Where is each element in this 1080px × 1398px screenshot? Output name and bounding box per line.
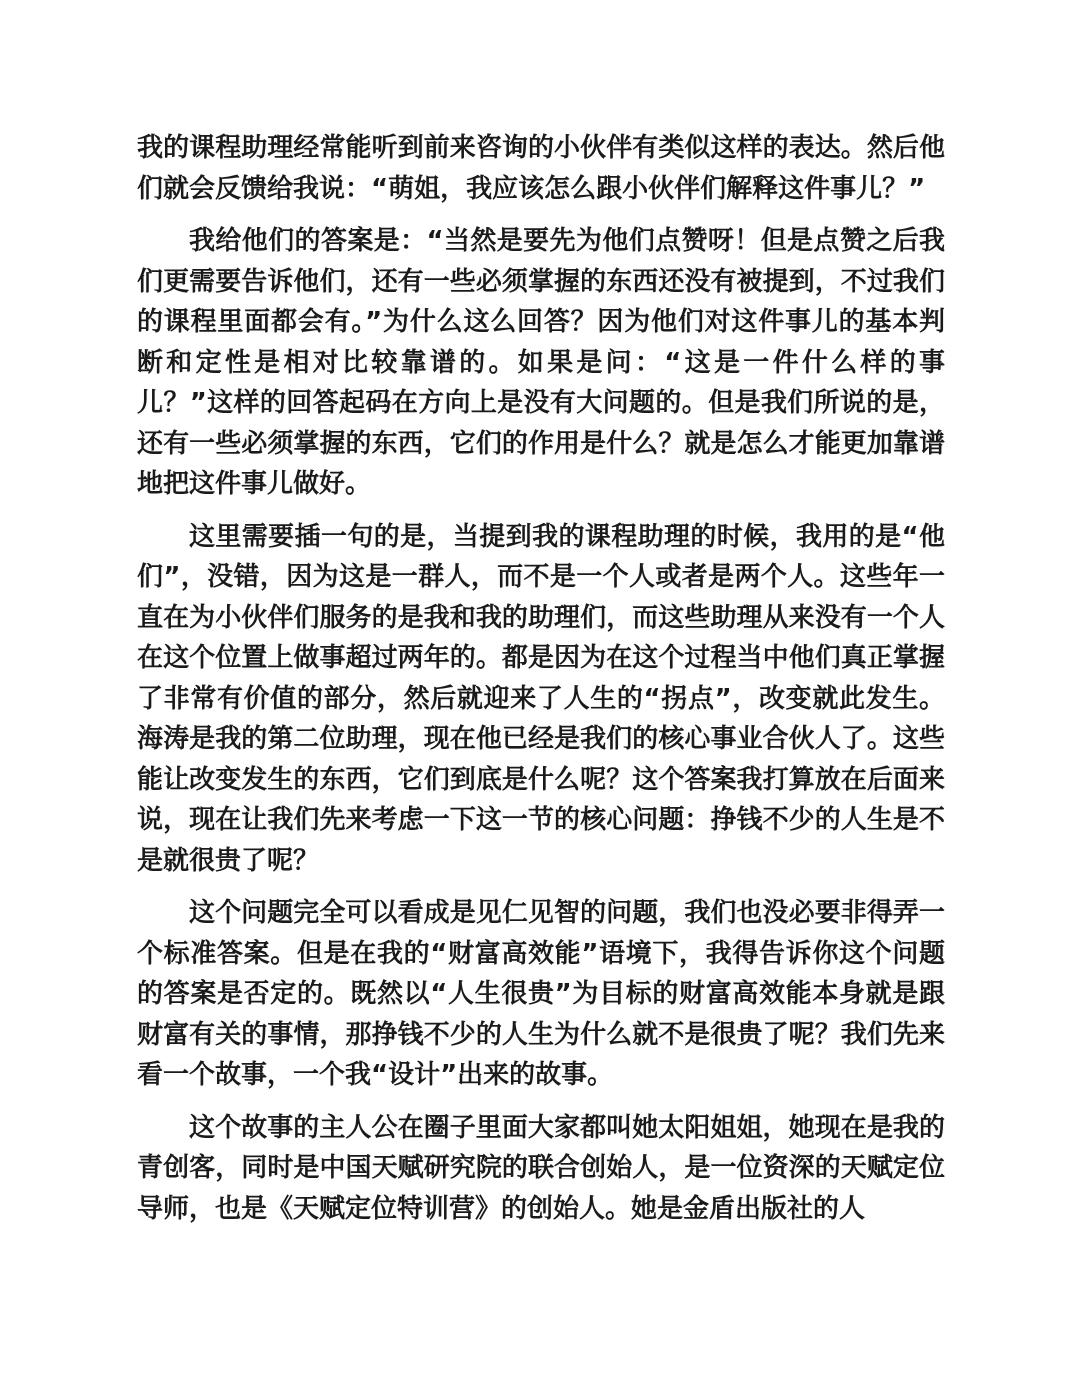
paragraph-3: 这里需要插一句的是，当提到我的课程助理的时候，我用的是“他们”，没错，因为这是一群人，而不是一个人或者是两个人。这些年一直在为小伙伴们服务的是我和我的助理们，而这些助理从来没有一个人在这个位置上做事超过两年的。都是因为在这个过程当中他们真正掌握了非常有价值的部分，然后就迎来了人生的“拐点”，改变就此发生。海涛是我的第二位助理，现在他已经是我们的核心事业合伙人了。这些能让改变发生的东西，它们到底是什么呢？这个答案我打算放在后面来说，现在让我们先来考虑一下这一节的核心问题：挣钱不少的人生是不是就很贵了呢？: [137, 521, 945, 876]
document-page: [137, 128, 945, 1241]
paragraph-1: 我的课程助理经常能听到前来咨询的小伙伴有类似这样的表达。然后他们就会反馈给我说：“萌姐，我应该怎么跟小伙伴们解释这件事儿？”: [137, 133, 945, 204]
paragraph-5: 这个故事的主人公在圈子里面大家都叫她太阳姐姐，她现在是我的青创客，同时是中国天赋研究院的联合创始人，是一位资深的天赋定位导师，也是《天赋定位特训营》的创始人。她是金盾出版社的人: [137, 1112, 945, 1224]
paragraph-2: 我给他们的答案是：“当然是要先为他们点赞呀！但是点赞之后我们更需要告诉他们，还有一些必须掌握的东西还没有被提到，不过我们的课程里面都会有。”为什么这么回答？因为他们对这件事儿的基本判断和定性是相对比较靠谱的。如果是问：“这是一件什么样的事儿？”这样的回答起码在方向上是没有大问题的。但是我们所说的是，还有一些必须掌握的东西，它们的作用是什么？就是怎么才能更加靠谱地把这件事儿做好。: [137, 226, 945, 499]
paragraph-4: 这个问题完全可以看成是见仁见智的问题，我们也没必要非得弄一个标准答案。但是在我的“财富高效能”语境下，我得告诉你这个问题的答案是否定的。既然以“人生很贵”为目标的财富高效能本身就是跟财富有关的事情，那挣钱不少的人生为什么就不是很贵了呢？我们先来看一个故事，一个我“设计”出来的故事。: [137, 898, 945, 1090]
